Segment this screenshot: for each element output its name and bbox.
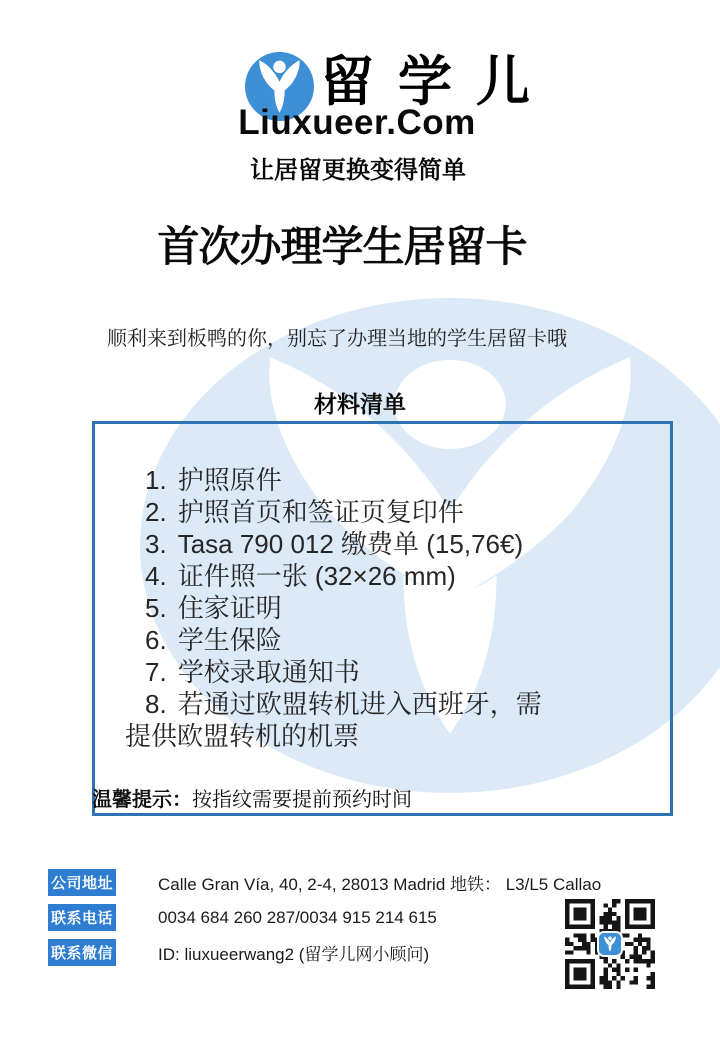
checklist-heading: 材料清单 xyxy=(314,391,406,417)
checklist-item-1: 护照原件 xyxy=(177,465,282,495)
contact-label-phone: 联系电话 xyxy=(48,904,116,931)
checklist-item-6: 学生保险 xyxy=(177,625,282,655)
contact-value-wechat: ID: liuxueerwang2 (留学儿网小顾问) xyxy=(158,945,430,964)
checklist-item-5: 住家证明 xyxy=(177,593,282,623)
contact-label-wechat: 联系微信 xyxy=(48,939,116,966)
contact-value-phone: 0034 684 260 287/0034 915 214 615 xyxy=(158,907,437,927)
checklist xyxy=(125,464,655,752)
brand-tagline: 让居留更换变得简单 xyxy=(250,157,466,184)
checklist-item-2: 护照首页和签证页复印件 xyxy=(177,497,464,527)
checklist-item-4: 证件照一张 (32×26 mm) xyxy=(177,561,456,591)
checklist-item-3: Tasa 790 012 缴费单 (15,76€) xyxy=(177,529,524,559)
contact-label-address: 公司地址 xyxy=(48,869,116,896)
tip-text: 按指纹需要提前预约时间 xyxy=(192,789,412,811)
contact-row-address xyxy=(48,869,601,896)
contact-value-address: Calle Gran Vía, 40, 2-4, 28013 Madrid 地铁： L3/L5 Callao xyxy=(158,875,602,894)
qr-center-logo-icon xyxy=(599,933,621,955)
contact-row-wechat xyxy=(48,939,429,966)
brand-name-chinese: 留学儿 xyxy=(320,52,554,112)
brand-site-name: Liuxueer.Com xyxy=(238,103,476,142)
page-title: 首次办理学生居留卡 xyxy=(157,223,527,270)
tip-label: 温馨提示： xyxy=(92,789,192,811)
contact-row-phone xyxy=(48,904,437,931)
page-subtitle: 顺利来到板鸭的你，别忘了办理当地的学生居留卡哦 xyxy=(107,328,567,350)
checklist-box xyxy=(92,421,673,816)
checklist-item-8: 若通过欧盟转机进入西班牙，需提供欧盟转机的机票 xyxy=(125,689,542,751)
checklist-item-7: 学校录取通知书 xyxy=(177,657,360,687)
wechat-qr-code xyxy=(565,899,655,989)
tip-line xyxy=(92,787,412,813)
